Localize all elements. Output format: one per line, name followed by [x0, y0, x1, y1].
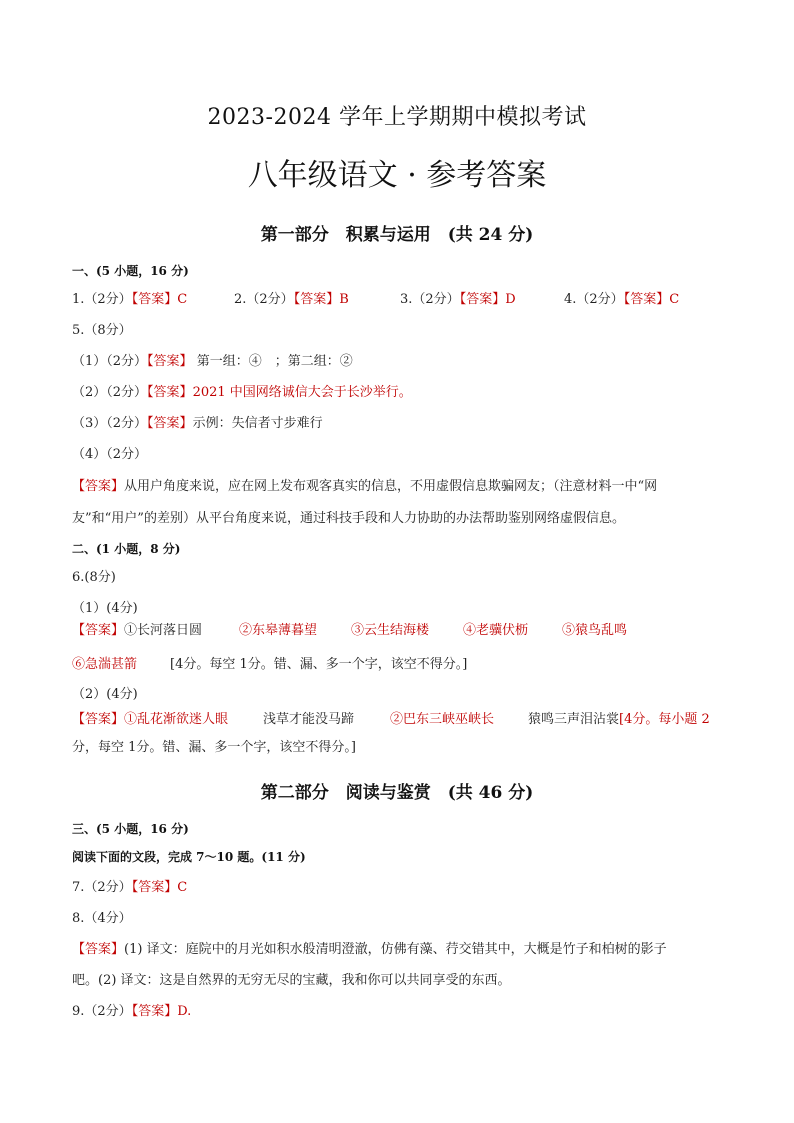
- q5-3-answer: 示例：失信者寸步难行: [192, 416, 323, 431]
- q3-answer: D: [505, 292, 516, 307]
- q1-number: 1.（2分）: [72, 292, 132, 307]
- section-3-heading: 三、(5 小题，16 分): [72, 822, 189, 836]
- question-6-1-label: （1）(4分): [72, 601, 138, 616]
- q5-2-number: （2）（2分）: [72, 385, 148, 400]
- q5-2-answer-tag: 【答案】: [147, 385, 193, 400]
- answer-q4: [564, 288, 679, 307]
- q7-answer: C: [177, 880, 188, 895]
- q5-3-answer-tag: 【答案】: [147, 416, 193, 431]
- q2-answer: B: [339, 292, 349, 307]
- answer-q5-2: [72, 381, 412, 400]
- answer-q9: [72, 1000, 191, 1019]
- q6-1-blank-3: ③云生结海楼: [351, 623, 430, 638]
- q4-number: 4.（2分）: [564, 292, 624, 307]
- q5-4-answer-tag: 【答案】: [72, 479, 125, 494]
- q6-2-blank-1: ①乱花渐欲迷人眼: [124, 712, 229, 727]
- q6-1-blank-4: ④老骥伏枥: [463, 623, 529, 638]
- q3-number: 3.（2分）: [400, 292, 460, 307]
- q6-2-blank-4: 猿鸣三声泪沾裳: [528, 712, 620, 727]
- q6-1-blank-2: ②东皋薄暮望: [239, 623, 318, 638]
- question-5-label: 5.（8分）: [72, 323, 132, 338]
- answer-q6-1-line1: [72, 619, 202, 638]
- q5-1-number: （1）（2分）: [72, 354, 148, 369]
- answer-q6-2-line1: [72, 708, 228, 727]
- q6-1-scoring-note: [4分。每空 1分。错、漏、多一个字，该空不得分。]: [170, 657, 468, 672]
- q5-3-number: （3）（2分）: [72, 416, 148, 431]
- q8-answer-tag: 【答案】: [72, 942, 125, 957]
- q6-2-answer-tail: [528, 708, 710, 727]
- part1-heading: 第一部分 积累与运用 (共 24 分): [260, 225, 534, 245]
- q6-2-blank-3: ②巴东三峡巫峡长: [390, 712, 495, 727]
- section-1-heading: 一、(5 小题，16 分): [72, 264, 189, 278]
- answer-q5-4-line2: 友”和“用户”的差别）从平台角度来说，通过科技手段和人力协助的办法帮助鉴别网络虚假信息。: [72, 511, 625, 526]
- q8-answer-text-1: (1) 译文：庭院中的月光如积水般清明澄澈，仿佛有藻、荇交错其中，大概是竹子和柏树的影子: [124, 942, 667, 957]
- q1-answer-tag: 【答案】: [131, 292, 178, 307]
- answer-q5-3: [72, 412, 323, 431]
- q2-answer-tag: 【答案】: [293, 292, 340, 307]
- q9-number: 9.（2分）: [72, 1004, 132, 1019]
- q1-answer: C: [177, 292, 188, 307]
- answer-q1: [72, 288, 187, 307]
- answer-q5-4-line1: [72, 475, 657, 494]
- q6-2-blank-2: 浅草才能没马蹄: [263, 712, 355, 727]
- part2-heading: 第二部分 阅读与鉴赏 (共 46 分): [260, 783, 534, 803]
- answer-q7: [72, 876, 187, 895]
- section-2-heading: 二、(1 小题，8 分): [72, 542, 181, 556]
- q6-1-blank-5: ⑤猿鸟乱鸣: [562, 623, 628, 638]
- q2-number: 2.（2分）: [234, 292, 294, 307]
- q7-number: 7.（2分）: [72, 880, 132, 895]
- answer-q5-1: [72, 350, 353, 369]
- q6-2-scoring-note-2: 分，每空 1分。错、漏、多一个字，该空不得分。]: [72, 740, 356, 755]
- q4-answer-tag: 【答案】: [623, 292, 670, 307]
- q5-2-answer: 2021 中国网络诚信大会于长沙举行。: [192, 385, 412, 400]
- answer-q8-line2: 吧。(2) 译文：这是自然界的无穷无尽的宝藏，我和你可以共同享受的东西。: [72, 973, 511, 988]
- answer-q2: [234, 288, 349, 307]
- q6-1-blank-6: ⑥急湍甚箭: [72, 657, 138, 672]
- q5-1-answer: 第一组：④ ；第二组：②: [192, 354, 353, 369]
- question-6-label: 6.(8分): [72, 570, 116, 585]
- q6-1-answer-tag: 【答案】: [72, 623, 125, 638]
- document-title: 2023-2024 学年上学期期中模拟考试: [207, 105, 587, 130]
- q4-answer: C: [669, 292, 680, 307]
- reading-instruction: 阅读下面的文段，完成 7～10 题。(11 分): [72, 850, 306, 864]
- answer-q3: [400, 288, 516, 307]
- question-6-2-label: （2）(4分): [72, 687, 138, 702]
- q6-2-scoring-note-1: [4分。每小题 2: [619, 712, 710, 727]
- q5-1-answer-tag: 【答案】: [147, 354, 193, 369]
- question-8-label: 8.（4分）: [72, 911, 132, 926]
- q5-4-answer-text-1: 从用户角度来说，应在网上发布观客真实的信息，不用虚假信息欺骗网友；（注意材料一中“网: [124, 479, 658, 494]
- question-5-4-label: （4）（2分）: [72, 447, 148, 462]
- answer-q8-line1: [72, 938, 667, 957]
- q6-2-answer-tag: 【答案】: [72, 712, 125, 727]
- q3-answer-tag: 【答案】: [459, 292, 506, 307]
- q9-answer: D.: [177, 1004, 192, 1019]
- q6-1-blank-1: ①长河落日圆: [124, 623, 203, 638]
- q9-answer-tag: 【答案】: [131, 1004, 178, 1019]
- q7-answer-tag: 【答案】: [131, 880, 178, 895]
- document-subtitle: 八年级语文 · 参考答案: [247, 158, 547, 193]
